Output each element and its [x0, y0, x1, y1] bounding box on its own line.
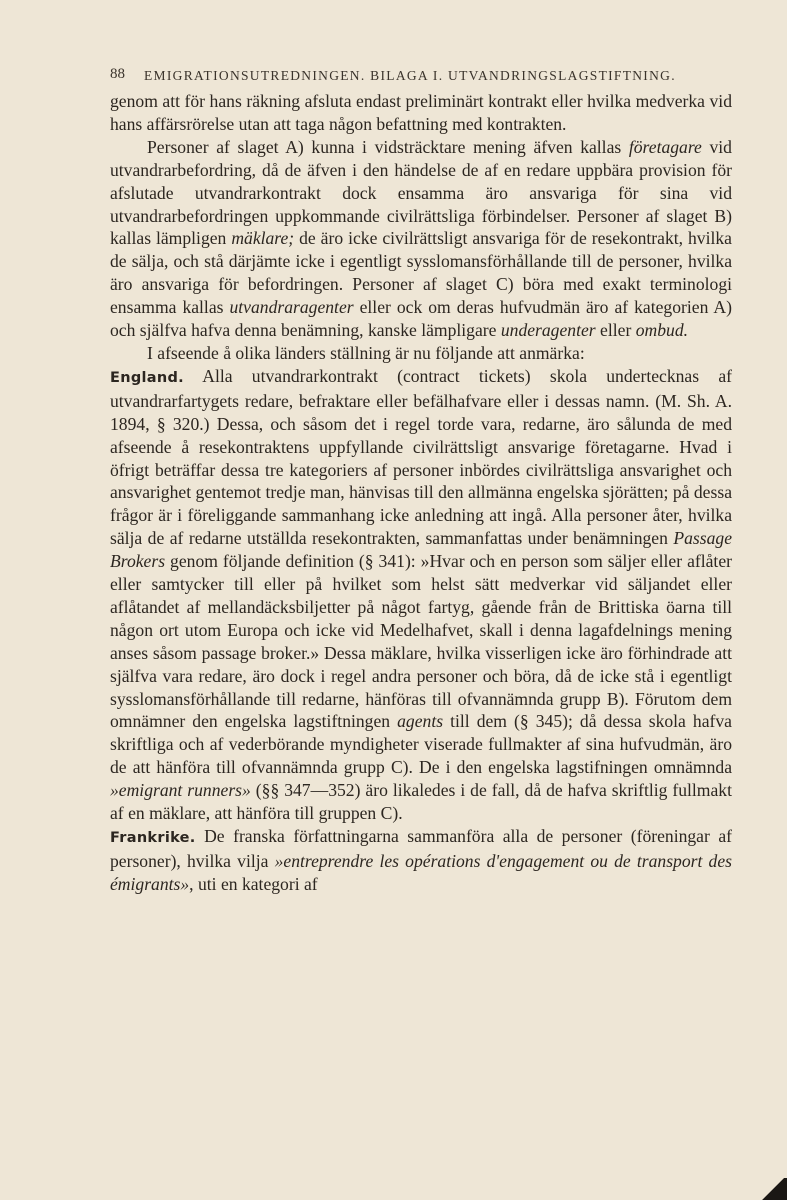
term-underagenter: underagenter	[500, 320, 596, 341]
heading-frankrike: Frankrike.	[110, 830, 196, 846]
page-corner-mark	[753, 1178, 787, 1200]
paragraph-3: I afseende å olika länders ställning är nu följande att anmärka:	[147, 342, 585, 363]
body-text	[110, 90, 732, 896]
text-run: till dem (§ 345); då dessa skola hafva skriftliga och af vederbörande myndigheter viserade fullmakter af sina hufvudmän, äro de att hänföra till ofvannämnda grupp C). De i den engelska lagstifningen omnämnda	[110, 711, 732, 778]
text-run: De franska författningarna sammanföra alla de personer (föreningar af personer), hvilka vilja	[110, 826, 732, 871]
text-run: Alla utvandrarkontrakt (contract tickets) skola undertecknas af utvandrarfartygets redare, befraktare eller befälhafvare eller i dessas namn. (M. Sh. A. 1894, § 320.) Dessa, och såsom det i regel torde vara, redarne, äro sålunda de med afseende å resekontraktens uppfyllande civilrättsligt ansvarige företagarne. Hvad i öfrigt beträffar dessa tre kategoriers af personer inbördes civilrättsliga ansvarighet och ansvarighet gentemot tredje man, hänvisas till den allmänna engelska sjörätten; på dessa frågor är i föreliggande sammanhang icke anledning att ingå. Alla personer åter, hvilka sälja de af redarne utställda resekontrakten, sammanfattas under benämningen	[110, 365, 732, 549]
term-ombud: ombud.	[635, 320, 689, 341]
paragraph-1: genom att för hans räkning afsluta endast preliminärt kontrakt eller hvilka medverka vid hans affärsrörelse utan att taga någon befattning med kontrakten.	[110, 91, 732, 134]
text-run: genom följande definition (§ 341): »Hvar och en person som säljer eller aflåter eller samtycker till eller på hvilket som helst sätt medverkar vid säljandet eller aflåtandet af mellandäcksbiljetter på något fartyg, gående från de Brittiska öarna till någon ort utom Europa och icke vid Medelhafvet, skall i denna lagafdelnings mening anses såsom passage broker.» Dessa mäklare, hvilka visserligen icke äro förhindrade att själfva vara redare, äro dock i regel andra personer och böra, då de icke stå i egentligt sysslomansförhållande till redarne, hänföras till ofvannämnda grupp B). Förutom dem omnämner den engelska lagstiftningen	[110, 551, 732, 732]
text-run: (§§ 347—352) äro likaledes i de fall, då de hafva skriftlig fullmakt af en mäklare, att hänföra till gruppen C).	[110, 780, 732, 824]
text-run: eller	[600, 320, 632, 341]
term-emigrant-runners: »emigrant runners»	[110, 780, 251, 801]
text-run: , uti en kategori af	[189, 873, 318, 894]
running-title: EMIGRATIONSUTREDNINGEN. BILAGA I. UTVANDRINGSLAGSTIFTNING.	[144, 68, 676, 83]
term-passage-brokers: Passage Brokers	[110, 528, 732, 572]
term-utvandraragenter: utvandraragenter	[229, 297, 354, 318]
paragraph-frankrike	[110, 825, 732, 896]
term-maklare: mäklare;	[231, 228, 295, 249]
running-header	[110, 60, 737, 90]
page-number: 88	[110, 66, 125, 82]
paragraph-england	[110, 365, 732, 825]
text-run: eller ock om deras hufvudmän äro af kategorien A) och själfva hafva denna benämning, kanske lämpligare	[110, 297, 732, 341]
term-agents: agents	[397, 711, 444, 732]
term-foretagare: företagare	[628, 136, 702, 157]
term-entreprendre: »entreprendre les opérations d'engagement ou de transport des émigrants»	[110, 850, 732, 894]
heading-england: England.	[110, 369, 184, 386]
paragraph-2	[110, 136, 732, 342]
text-run: de äro icke civilrättsligt ansvariga för de resekontrakt, hvilka de sälja, och stå därjämte icke i egentligt sysslomansförhållande till de personer, hvilka äro ansvariga för befordringen. Personer af slaget C) böra med exakt terminologi ensamma kallas	[110, 228, 732, 318]
text-run: vid utvandrarbefordring, då de äfven i den händelse de af en redare uppbära provision för afslutade utvandrarkontrakt dock ensamma äro ansvariga för sina vid utvandrarbefordringen uppkommande civilrättsliga förbindelser. Personer af slaget B) kallas lämpligen	[110, 136, 732, 249]
text-run: Personer af slaget A) kunna i vidsträcktare mening äfven kallas	[147, 136, 622, 157]
